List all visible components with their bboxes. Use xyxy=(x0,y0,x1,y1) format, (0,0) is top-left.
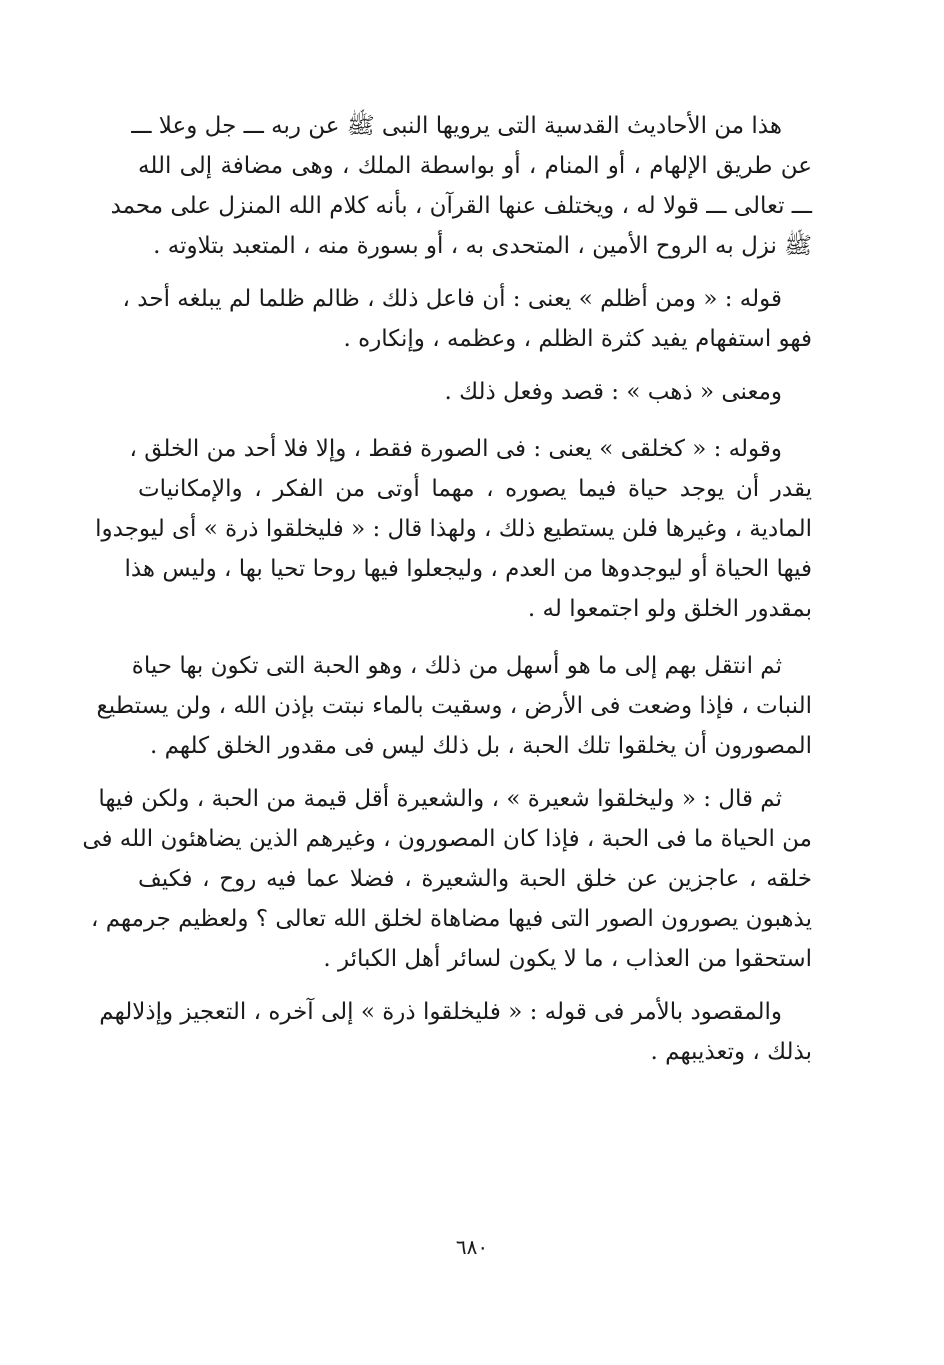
text-line: يذهبون يصورون الصور التى فيها مضاهاة لخلق الله تعالى ؟ ولعظيم جرمهم ، xyxy=(91,906,812,932)
text-line: بمقدور الخلق ولو اجتمعوا له . xyxy=(527,596,812,622)
paragraph-1 xyxy=(110,106,812,266)
text-line: ﷺ نزل به الروح الأمين ، المتحدى به ، أو بسورة منه ، المتعبد بتلاوته . xyxy=(153,233,812,259)
text-line: ثم انتقل بهم إلى ما هو أسهل من ذلك ، وهو الحبة التى تكون بها حياة xyxy=(131,653,782,679)
text-line: يقدر أن يوجد حياة فيما يصوره ، مهما أوتى من الفكر ، والإمكانيات xyxy=(138,476,812,502)
page-number: ٦٨٠ xyxy=(455,1235,489,1259)
paragraph-4 xyxy=(95,429,812,629)
text-line: النبات ، فإذا وضعت فى الأرض ، وسقيت بالماء نبتت بإذن الله ، ولن يستطيع xyxy=(96,693,812,719)
text-line: المصورون أن يخلقوا تلك الحبة ، بل ذلك ليس فى مقدور الخلق كلهم . xyxy=(149,733,812,759)
paragraph-6 xyxy=(82,779,812,979)
paragraph-7 xyxy=(99,992,812,1072)
paragraph-5 xyxy=(96,646,812,766)
text-line: قوله : « ومن أظلم » يعنى : أن فاعل ذلك ، ظالم ظلما لم يبلغه أحد ، xyxy=(122,286,782,312)
text-line: عن طريق الإلهام ، أو المنام ، أو بواسطة الملك ، وهى مضافة إلى الله xyxy=(138,153,812,179)
text-line: هذا من الأحاديث القدسية التى يرويها النبى ﷺ عن ربه ـــ جل وعلا ـــ xyxy=(131,113,782,139)
text-line: ثم قال : « وليخلقوا شعيرة » ، والشعيرة أقل قيمة من الحبة ، ولكن فيها xyxy=(98,786,782,812)
text-line: خلقه ، عاجزين عن خلق الحبة والشعيرة ، فضلا عما فيه روح ، فكيف xyxy=(138,866,812,892)
text-line: ـــ تعالى ـــ قولا له ، ويختلف عنها القرآن ، بأنه كلام الله المنزل على محمد xyxy=(110,193,812,219)
text-line: والمقصود بالأمر فى قوله : « فليخلقوا ذرة » إلى آخره ، التعجيز وإذلالهم xyxy=(99,999,782,1025)
text-line: المادية ، وغيرها فلن يستطيع ذلك ، ولهذا قال : « فليخلقوا ذرة » أى ليوجدوا xyxy=(95,516,812,542)
text-line: ومعنى « ذهب » : قصد وفعل ذلك . xyxy=(444,379,782,405)
text-line: فهو استفهام يفيد كثرة الظلم ، وعظمه ، وإنكاره . xyxy=(343,326,812,352)
paragraph-2 xyxy=(122,279,812,359)
text-line: من الحياة ما فى الحبة ، فإذا كان المصورون ، وغيرهم الذين يضاهئون الله فى xyxy=(82,826,812,852)
text-line: فيها الحياة أو ليوجدوها من العدم ، وليجعلوا فيها روحا تحيا بها ، وليس هذا xyxy=(124,556,812,582)
paragraph-3 xyxy=(138,372,812,412)
text-line: وقوله : « كخلقى » يعنى : فى الصورة فقط ، وإلا فلا أحد من الخلق ، xyxy=(129,436,782,462)
text-line: بذلك ، وتعذيبهم . xyxy=(650,1039,812,1065)
text-line: استحقوا من العذاب ، ما لا يكون لسائر أهل الكبائر . xyxy=(323,946,812,972)
page-body xyxy=(82,106,812,1072)
